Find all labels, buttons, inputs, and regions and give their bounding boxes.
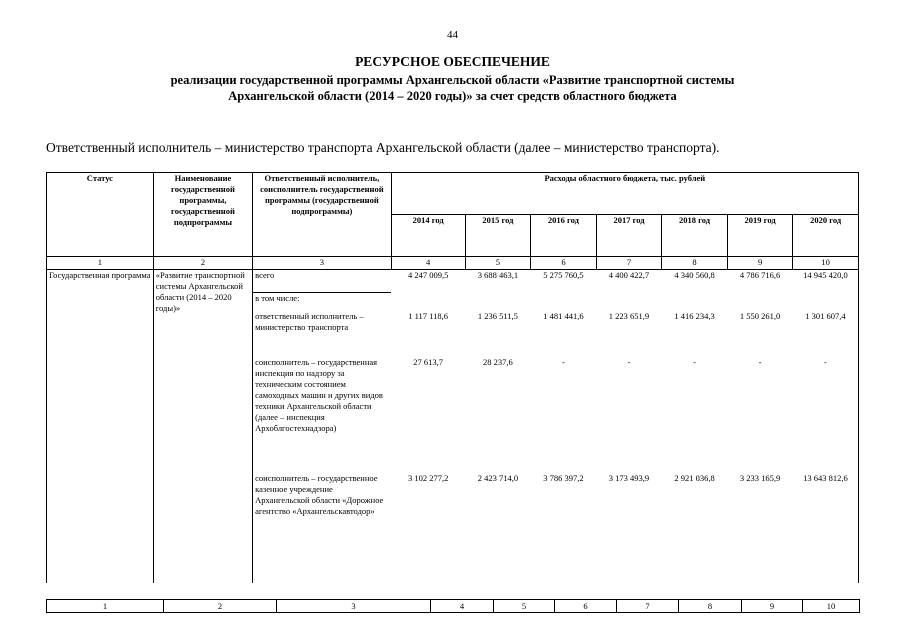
year-header: 2020 год bbox=[793, 215, 859, 257]
value-cell: 4 400 422,7 bbox=[608, 270, 650, 280]
column-number: 9 bbox=[727, 257, 793, 270]
column-number: 3 bbox=[277, 600, 431, 613]
year-header: 2019 год bbox=[727, 215, 793, 257]
value-cell: 3 173 493,9 bbox=[608, 473, 650, 483]
subtitle-line-2: Архангельской области (2014 – 2020 годы)» за счет средств областного бюджета bbox=[228, 89, 677, 103]
column-number: 7 bbox=[596, 257, 662, 270]
column-number: 6 bbox=[555, 600, 617, 613]
column-number: 2 bbox=[164, 600, 277, 613]
value-cell: - bbox=[627, 357, 631, 367]
value-cell: 1 301 607,4 bbox=[793, 311, 859, 357]
column-number: 9 bbox=[742, 600, 803, 613]
year-header: 2015 год bbox=[465, 215, 531, 257]
column-number: 2 bbox=[153, 257, 252, 270]
value-cell: 2 921 036,8 bbox=[674, 473, 715, 483]
value-cell: 1 550 261,0 bbox=[739, 311, 781, 321]
value-cell: 4 247 009,5 bbox=[407, 270, 449, 280]
value-cell: 4 340 560,8 bbox=[674, 270, 715, 280]
column-number: 1 bbox=[47, 257, 154, 270]
resource-table bbox=[46, 172, 859, 583]
program-name-cell: «Развитие транспортной системы Архангельской области (2014 – 2020 годы)» bbox=[153, 270, 252, 584]
subtitle-line-1: реализации государственной программы Архангельской области «Развитие транспортной системы bbox=[170, 73, 735, 87]
value-cell: - bbox=[693, 357, 696, 367]
year-header: 2014 год bbox=[391, 215, 465, 257]
value-cell: 1 223 651,9 bbox=[608, 311, 650, 321]
value-cell: - bbox=[562, 357, 565, 367]
row-label: соисполнитель – государственная инспекция по надзору за техническим состоянием самоходных машин и других видов техники Архангельской области (далее – инспекция Архоблгостехнадзора) bbox=[255, 357, 383, 433]
column-number: 5 bbox=[465, 257, 531, 270]
value-cell: 14 945 420,0 bbox=[793, 270, 859, 293]
year-header: 2017 год bbox=[596, 215, 662, 257]
value-cell: 1 481 441,6 bbox=[543, 311, 584, 321]
row-label: в том числе: bbox=[255, 293, 300, 303]
value-cell: 1 117 118,6 bbox=[408, 311, 448, 321]
value-cell: - bbox=[758, 357, 762, 367]
column-number: 6 bbox=[531, 257, 597, 270]
responsible-executor-note: Ответственный исполнитель – министерство транспорта Архангельской области (далее – министерство транспорта). bbox=[46, 140, 720, 155]
value-cell: 3 688 463,1 bbox=[477, 270, 519, 280]
value-cell: 5 275 760,5 bbox=[543, 270, 584, 280]
value-cell: 13 643 812,6 bbox=[793, 473, 859, 583]
footer-number-row bbox=[47, 600, 860, 613]
column-number: 7 bbox=[617, 600, 679, 613]
column-number: 4 bbox=[431, 600, 494, 613]
header-expenses: Расходы областного бюджета, тыс. рублей bbox=[391, 173, 858, 215]
year-header: 2016 год bbox=[531, 215, 597, 257]
value-cell: 28 237,6 bbox=[483, 357, 513, 367]
column-number: 10 bbox=[793, 257, 859, 270]
column-number: 3 bbox=[253, 257, 391, 270]
document-title: РЕСУРСНОЕ ОБЕСПЕЧЕНИЕ bbox=[355, 54, 550, 69]
value-cell: 3 786 397,2 bbox=[543, 473, 584, 483]
column-number: 5 bbox=[494, 600, 555, 613]
footer-column-number-table bbox=[46, 599, 860, 613]
column-number: 1 bbox=[47, 600, 164, 613]
status-cell: Государственная программа bbox=[47, 270, 154, 584]
value-cell: 1 236 511,5 bbox=[477, 311, 518, 321]
empty-cell bbox=[793, 293, 859, 312]
column-number: 8 bbox=[662, 257, 728, 270]
year-header: 2018 год bbox=[662, 215, 728, 257]
header-status: Статус bbox=[47, 173, 154, 257]
value-cell: 3 233 165,9 bbox=[739, 473, 781, 483]
document-subtitle bbox=[0, 72, 905, 104]
column-number-row bbox=[47, 257, 859, 270]
column-number: 4 bbox=[391, 257, 465, 270]
column-number: 8 bbox=[679, 600, 742, 613]
column-number: 10 bbox=[803, 600, 860, 613]
value-cell: 1 416 234,3 bbox=[674, 311, 715, 321]
header-executor: Ответственный исполнитель, соисполнитель государственной программы (государственной подпрограммы) bbox=[253, 173, 391, 257]
empty-cell bbox=[391, 293, 793, 312]
value-cell: 2 423 714,0 bbox=[477, 473, 519, 483]
row-label: всего bbox=[253, 270, 391, 293]
value-cell: - bbox=[793, 357, 859, 473]
page-number: 44 bbox=[447, 29, 458, 41]
header-name: Наименование государственной программы, государственной подпрограммы bbox=[153, 173, 252, 257]
value-cell: 4 786 716,6 bbox=[739, 270, 781, 280]
row-label: ответственный исполнитель – министерство транспорта bbox=[255, 311, 364, 332]
header-row bbox=[47, 173, 859, 215]
row-label: соисполнитель – государственное казенное учреждение Архангельской области «Дорожное агентство «Архангельскавтодор» bbox=[255, 473, 384, 516]
value-cell: 27 613,7 bbox=[413, 357, 443, 367]
value-cell: 3 102 277,2 bbox=[407, 473, 449, 483]
table-row bbox=[47, 270, 859, 293]
